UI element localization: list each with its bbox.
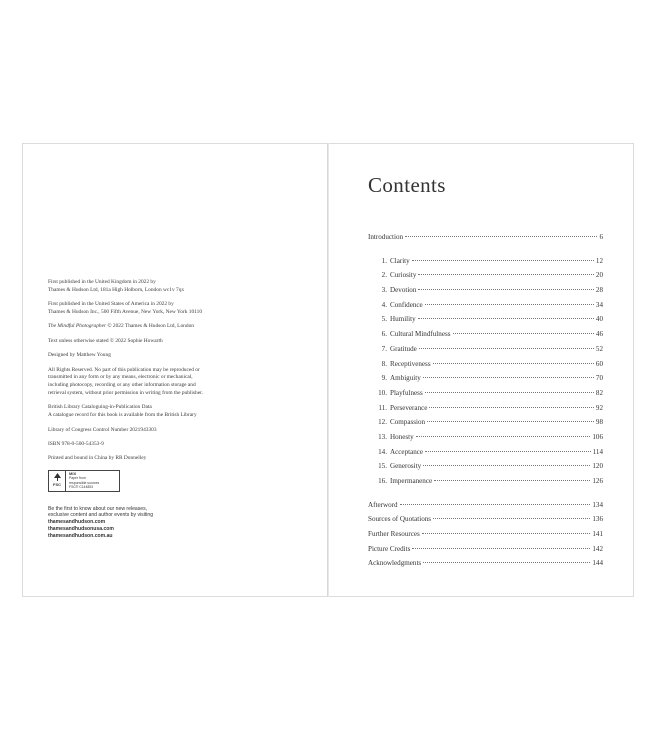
imprint-line: retrieval system, without prior permission in writing from the publisher. [48, 389, 203, 396]
fsc-code: FSC® C144853 [69, 485, 93, 490]
toc-spacer [368, 492, 603, 501]
imprint-line: British Library Cataloguing-in-Publication Data [48, 404, 152, 411]
imprint-line: Printed and bound in China by RR Donnelley [48, 455, 147, 462]
toc-label: Picture Credits [368, 544, 411, 553]
toc-chapter-number: 12. [378, 418, 387, 427]
toc-row-chapter [368, 271, 603, 286]
imprint-line: A catalogue record for this book is available from the British Library [48, 412, 197, 419]
toc-row-chapter [368, 360, 603, 375]
toc-row-chapter [368, 462, 603, 477]
toc-label: Confidence [390, 300, 423, 309]
toc-row-chapter [368, 374, 603, 389]
toc-row-back-matter [368, 545, 603, 560]
toc-label: Receptiveness [390, 359, 431, 368]
toc-page-number: 34 [595, 300, 603, 309]
imprint-paragraph [48, 301, 268, 317]
toc-leader [425, 451, 591, 452]
toc-label: Introduction [368, 233, 404, 241]
toc-row-chapter [368, 315, 603, 330]
toc-chapter-number: 13. [378, 432, 387, 441]
toc-row-back-matter [368, 501, 603, 516]
toc-row-back-matter [368, 530, 603, 545]
toc-row-back-matter [368, 515, 603, 530]
toc-label: Clarity [390, 256, 410, 265]
fsc-mix: MIX [69, 470, 77, 476]
imprint-line: Text unless otherwise stated © 2022 Sophie Howarth [48, 337, 163, 344]
imprint-line: transmitted in any form or by any means, electronic or mechanical, [48, 374, 193, 381]
imprint-block [48, 279, 268, 540]
toc-page-number: 126 [592, 477, 603, 485]
toc-spacer [368, 248, 603, 257]
toc-page-number: 142 [592, 544, 603, 553]
book-gutter [327, 143, 329, 597]
imprint-paragraph [48, 323, 268, 331]
toc-label: Impermanence [390, 477, 433, 485]
toc-row-chapter [368, 418, 603, 433]
toc-page-number: 120 [592, 462, 603, 471]
toc-page-number: 46 [595, 330, 603, 339]
imprint-line: First published in the United States of America in 2022 by [48, 301, 174, 308]
toc-leader [422, 533, 591, 534]
toc-label: Devotion [390, 286, 417, 295]
toc-row-chapter [368, 345, 603, 360]
toc-label: Generosity [390, 462, 422, 471]
toc-leader [412, 260, 594, 261]
toc-chapter-number: 4. [381, 300, 387, 309]
toc-row-chapter [368, 404, 603, 419]
imprint-paragraph [48, 441, 268, 449]
imprint-line: Thames & Hudson Ltd, 181a High Holborn, London wc1v 7qx [48, 286, 185, 293]
contents-page [328, 143, 634, 597]
toc-label: Curiosity [390, 271, 417, 280]
toc-row-chapter [368, 301, 603, 316]
toc-leader [427, 421, 594, 422]
toc-leader [425, 392, 594, 393]
imprint-paragraphs [48, 279, 268, 463]
imprint-line: Library of Congress Control Number 2021943303 [48, 426, 157, 433]
toc-leader [453, 333, 594, 334]
toc-leader [418, 289, 594, 290]
promo-line: exclusive content and author events by visiting [48, 512, 154, 519]
imprint-line: The Mindful Photographer © 2022 Thames & Hudson Ltd, London [48, 323, 194, 330]
toc-page-number: 136 [592, 515, 603, 524]
fsc-label [48, 470, 120, 492]
toc-page-number: 60 [595, 359, 603, 368]
toc-leader [400, 504, 591, 505]
toc-page-number: 106 [592, 432, 603, 441]
table-of-contents [368, 233, 603, 574]
toc-page-number: 92 [595, 403, 603, 412]
imprint-line: including photocopy, recording or any other information storage and [48, 382, 196, 389]
toc-row-chapter [368, 257, 603, 272]
fsc-line-2: responsible sources [69, 480, 100, 485]
toc-chapter-number: 14. [378, 447, 387, 456]
toc-row-introduction [368, 233, 603, 248]
toc-label: Acknowledgments [368, 559, 422, 568]
toc-page-number: 6 [599, 233, 603, 241]
toc-row-chapter [368, 433, 603, 448]
toc-label: Perseverance [390, 403, 428, 412]
toc-chapter-number: 15. [378, 462, 387, 471]
toc-row-chapter [368, 477, 603, 492]
imprint-paragraph [48, 404, 268, 420]
toc-label: Afterword [368, 500, 398, 509]
imprint-line: ISBN 978-0-500-54353-9 [48, 440, 104, 447]
toc-row-chapter [368, 448, 603, 463]
imprint-line: Designed by Matthew Young [48, 352, 111, 359]
toc-leader [419, 348, 594, 349]
toc-chapters [368, 257, 603, 492]
toc-leader [425, 304, 594, 305]
toc-label: Ambiguity [390, 374, 421, 383]
toc-page-number: 114 [592, 447, 603, 456]
book-spread [22, 143, 634, 597]
imprint-paragraph [48, 367, 268, 398]
toc-label: Honesty [390, 432, 414, 441]
toc-page-number: 141 [592, 530, 603, 539]
toc-label: Compassion [390, 418, 426, 427]
toc-leader [433, 518, 590, 519]
toc-page-number: 134 [592, 500, 603, 509]
toc-label: Further Resources [368, 530, 420, 539]
toc-leader [418, 274, 593, 275]
toc-row-chapter [368, 286, 603, 301]
toc-label: Acceptance [390, 447, 424, 456]
toc-leader [416, 436, 591, 437]
promo-line: Be the first to know about our new releases, [48, 505, 148, 512]
toc-label: Humility [390, 315, 416, 324]
imprint-line: Thames & Hudson Inc., 500 Fifth Avenue, New York, New York 10110 [48, 308, 203, 315]
website-link: thamesandhudson.com [48, 519, 106, 526]
toc-chapter-number: 6. [381, 330, 387, 339]
toc-page-number: 98 [595, 418, 603, 427]
book-title: The Mindful Photographer [48, 323, 107, 330]
website-link: thamesandhudsonusa.com [48, 526, 114, 533]
toc-leader [434, 480, 590, 481]
toc-back-matter [368, 501, 603, 574]
toc-leader [412, 548, 590, 549]
toc-leader [418, 318, 594, 319]
toc-label: Cultural Mindfulness [390, 330, 451, 339]
fsc-logo-icon: FSC [49, 471, 66, 491]
toc-page-number: 52 [595, 344, 603, 353]
toc-chapter-number: 1. [381, 256, 387, 265]
toc-chapter-number: 7. [381, 344, 387, 353]
copyright-page [22, 143, 328, 597]
promo-block [48, 506, 268, 540]
toc-page-number: 12 [595, 256, 603, 265]
toc-page-number: 70 [595, 374, 603, 383]
toc-page-number: 20 [595, 271, 603, 280]
toc-label: Playfulness [390, 388, 423, 397]
toc-leader [429, 407, 593, 408]
fsc-text [66, 472, 99, 490]
toc-label: Gratitude [390, 344, 417, 353]
toc-chapter-number: 11. [378, 403, 387, 412]
toc-row-chapter [368, 330, 603, 345]
toc-leader [433, 363, 594, 364]
toc-chapter-number: 9. [381, 374, 387, 383]
toc-chapter-number: 5. [381, 315, 387, 324]
toc-row-back-matter [368, 559, 603, 574]
imprint-paragraph [48, 455, 268, 463]
contents-title: Contents [368, 173, 446, 198]
toc-page-number: 40 [595, 315, 603, 324]
toc-chapter-number: 8. [381, 359, 387, 368]
imprint-paragraph [48, 352, 268, 360]
imprint-paragraph [48, 427, 268, 435]
toc-label: Sources of Quotations [368, 515, 432, 524]
toc-chapter-number: 3. [381, 286, 387, 295]
toc-chapter-number: 2. [381, 271, 387, 280]
website-link: thamesandhudson.com.au [48, 532, 113, 539]
toc-leader [405, 236, 597, 237]
imprint-line: First published in the United Kingdom in 2022 by [48, 279, 156, 285]
toc-page-number: 144 [592, 559, 603, 568]
toc-row-chapter [368, 389, 603, 404]
toc-leader [423, 465, 590, 466]
toc-page-number: 82 [595, 388, 603, 397]
imprint-paragraph [48, 279, 268, 295]
toc-leader [423, 562, 590, 563]
toc-leader [423, 377, 594, 378]
fsc-line-1: Paper from [69, 476, 86, 481]
toc-chapter-number: 10. [378, 388, 387, 397]
toc-chapter-number: 16. [378, 477, 387, 485]
toc-page-number: 28 [595, 286, 603, 295]
imprint-line: All Rights Reserved. No part of this publication may be reproduced or [48, 366, 200, 373]
imprint-paragraph [48, 338, 268, 346]
